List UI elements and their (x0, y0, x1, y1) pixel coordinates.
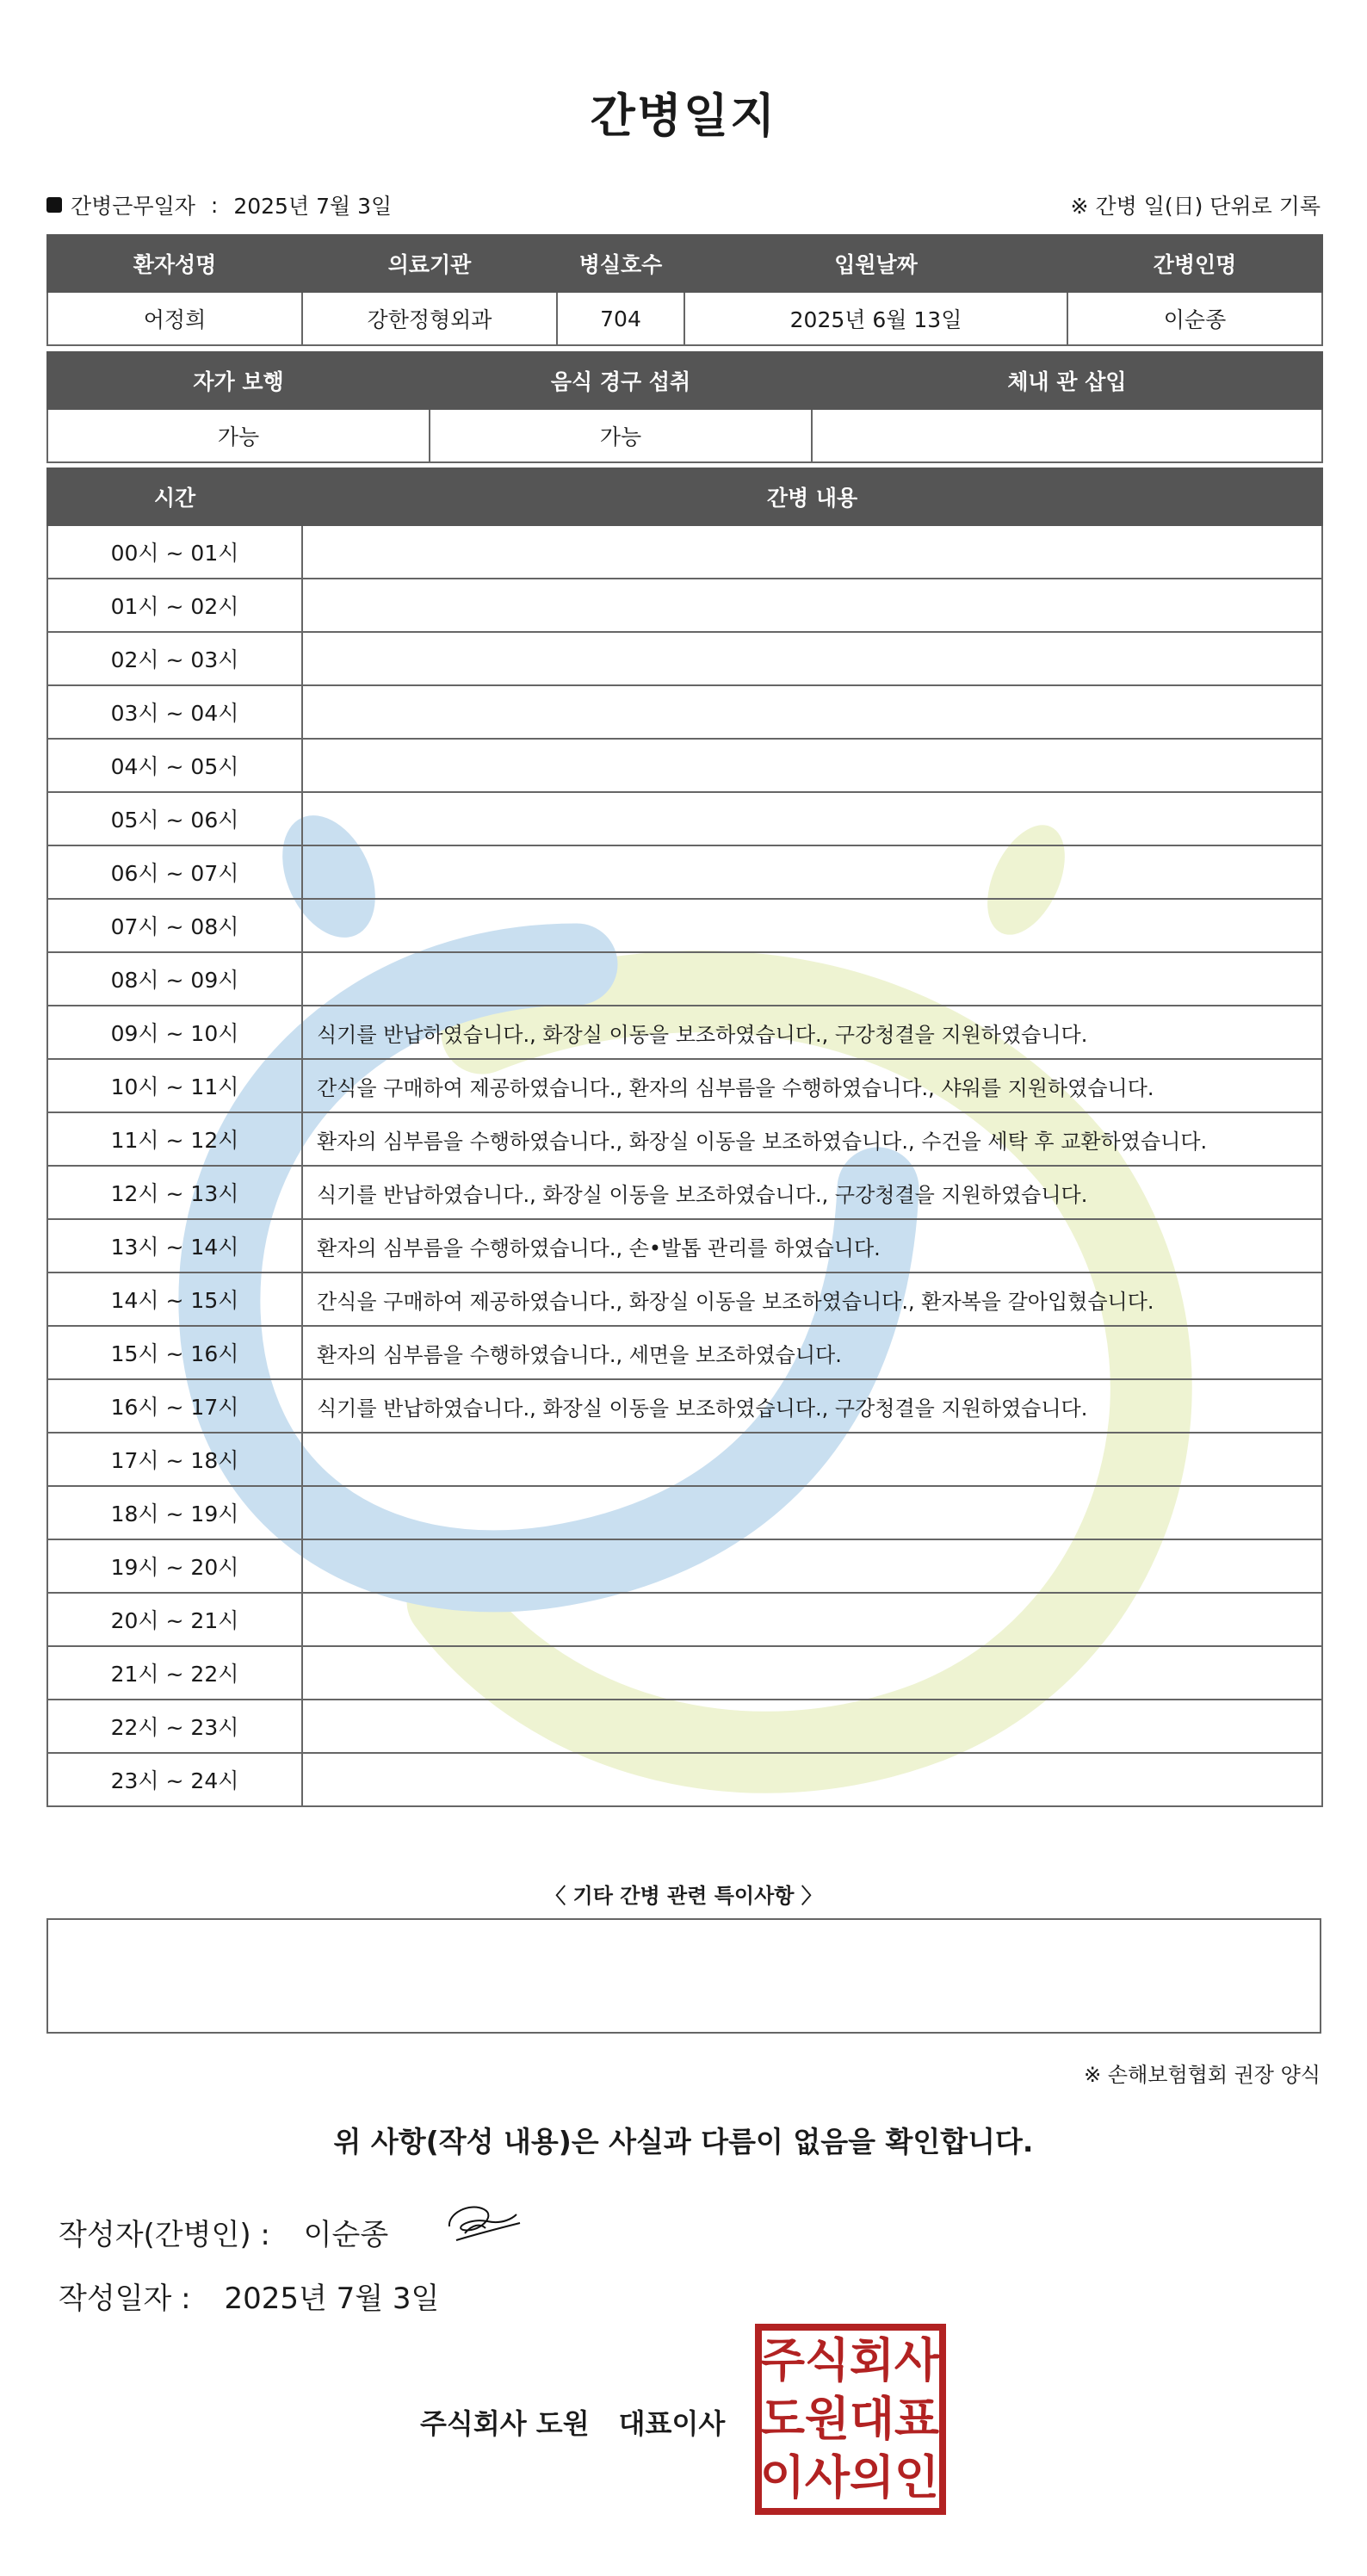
bullet-icon (46, 197, 62, 213)
meta-row (46, 189, 1321, 224)
patient-value-row (47, 292, 1322, 345)
log-content (302, 1539, 1322, 1593)
log-time: 07시 ~ 08시 (47, 899, 302, 952)
room-number: 704 (557, 292, 684, 345)
log-row (47, 1539, 1322, 1593)
log-content: 간식을 구매하여 제공하였습니다., 환자의 심부름을 수행하였습니다., 샤워를 지원하였습니다. (302, 1059, 1322, 1112)
log-row (47, 952, 1322, 1006)
caregiver-name: 이순종 (1067, 292, 1322, 345)
log-row (47, 1059, 1322, 1112)
log-row (47, 1593, 1322, 1646)
log-row (47, 525, 1322, 579)
special-notes-box (46, 1918, 1321, 2034)
log-time: 20시 ~ 21시 (47, 1593, 302, 1646)
seal-character: 사 (894, 2333, 940, 2387)
log-time: 00시 ~ 01시 (47, 525, 302, 579)
confirmation-statement: 위 사항(작성 내용)은 사실과 다름이 없음을 확인합니다. (333, 2125, 1034, 2158)
status-header-row (47, 352, 1322, 409)
log-row (47, 1753, 1322, 1806)
log-body (47, 525, 1322, 1806)
log-content (302, 632, 1322, 685)
log-content: 환자의 심부름을 수행하였습니다., 손•발톱 관리를 하였습니다. (302, 1219, 1322, 1273)
log-time: 21시 ~ 22시 (47, 1646, 302, 1700)
header-hospital: 의료기관 (302, 235, 557, 292)
log-time: 02시 ~ 03시 (47, 632, 302, 685)
log-row (47, 1433, 1322, 1486)
log-content (302, 1433, 1322, 1486)
log-time: 01시 ~ 02시 (47, 579, 302, 632)
log-content: 식기를 반납하였습니다., 화장실 이동을 보조하였습니다., 구강청결을 지원하였습니다. (302, 1006, 1322, 1059)
seal-character: 원 (804, 2392, 851, 2446)
header-time: 시간 (47, 468, 302, 525)
header-care-content: 간병 내용 (302, 468, 1322, 525)
log-time: 05시 ~ 06시 (47, 792, 302, 845)
hospital-name: 강한정형외과 (302, 292, 557, 345)
header-oral-intake: 음식 경구 섭취 (430, 352, 812, 409)
writer-label: 작성자(간병인) : (59, 2218, 270, 2252)
log-row (47, 1006, 1322, 1059)
log-time: 23시 ~ 24시 (47, 1753, 302, 1806)
patient-name: 어정희 (47, 292, 302, 345)
log-time: 08시 ~ 09시 (47, 952, 302, 1006)
work-date-value: 2025년 7월 3일 (233, 194, 393, 219)
seal-character: 도 (759, 2392, 806, 2446)
seal-character: 사 (804, 2450, 851, 2505)
header-room: 병실호수 (557, 235, 684, 292)
log-row (47, 1379, 1322, 1433)
header-tube-insertion: 체내 관 삽입 (812, 352, 1322, 409)
log-content: 식기를 반납하였습니다., 화장실 이동을 보조하였습니다., 구강청결을 지원하였습니다. (302, 1166, 1322, 1219)
written-date-label: 작성일자 : (59, 2282, 191, 2316)
log-row (47, 1112, 1322, 1166)
seal-character: 의 (849, 2450, 895, 2505)
self-walking-value: 가능 (47, 409, 430, 462)
log-content (302, 792, 1322, 845)
header-caregiver-name: 간병인명 (1067, 235, 1322, 292)
log-content (302, 579, 1322, 632)
log-time: 16시 ~ 17시 (47, 1379, 302, 1433)
log-header-row (47, 468, 1322, 525)
log-content (302, 1486, 1322, 1539)
log-content: 환자의 심부름을 수행하였습니다., 세면을 보조하였습니다. (302, 1326, 1322, 1379)
log-content (302, 1646, 1322, 1700)
log-content (302, 685, 1322, 739)
company-seal (754, 2323, 947, 2516)
company-name: 주식회사 도원 (420, 2407, 590, 2440)
log-content (302, 899, 1322, 952)
log-time: 19시 ~ 20시 (47, 1539, 302, 1593)
log-time: 04시 ~ 05시 (47, 739, 302, 792)
seal-character: 대 (849, 2392, 895, 2446)
log-row (47, 1219, 1322, 1273)
company-title: 대표이사 (618, 2407, 726, 2440)
log-time: 10시 ~ 11시 (47, 1059, 302, 1112)
log-row (47, 632, 1322, 685)
log-content (302, 1753, 1322, 1806)
log-row (47, 1646, 1322, 1700)
seal-character: 식 (804, 2333, 851, 2387)
log-time: 12시 ~ 13시 (47, 1166, 302, 1219)
log-time: 22시 ~ 23시 (47, 1700, 302, 1753)
log-content (302, 845, 1322, 899)
writer-name: 이순종 (303, 2218, 389, 2252)
header-patient-name: 환자성명 (47, 235, 302, 292)
special-notes-title: 〈 기타 간병 관련 특이사항 〉 (545, 1884, 822, 1908)
status-value-row (47, 409, 1322, 462)
seal-character: 이 (759, 2450, 806, 2505)
log-time: 11시 ~ 12시 (47, 1112, 302, 1166)
log-row (47, 1166, 1322, 1219)
log-row (47, 1486, 1322, 1539)
log-row (47, 579, 1322, 632)
status-table (46, 351, 1323, 463)
association-note: ※ 손해보험협회 권장 양식 (1084, 2063, 1321, 2087)
header-self-walking: 자가 보행 (47, 352, 430, 409)
patient-table (46, 234, 1323, 346)
log-content (302, 1700, 1322, 1753)
signature (430, 2192, 525, 2252)
oral-intake-value: 가능 (430, 409, 812, 462)
log-time: 06시 ~ 07시 (47, 845, 302, 899)
document-title: 간병일지 (590, 89, 777, 143)
log-content: 식기를 반납하였습니다., 화장실 이동을 보조하였습니다., 구강청결을 지원하였습니다. (302, 1379, 1322, 1433)
log-content (302, 1593, 1322, 1646)
log-content (302, 952, 1322, 1006)
seal-character: 회 (849, 2333, 895, 2387)
log-row (47, 1700, 1322, 1753)
log-time: 14시 ~ 15시 (47, 1273, 302, 1326)
seal-character: 인 (894, 2450, 940, 2505)
company-line (420, 2402, 725, 2442)
log-row (47, 845, 1322, 899)
log-time: 18시 ~ 19시 (47, 1486, 302, 1539)
log-content: 환자의 심부름을 수행하였습니다., 화장실 이동을 보조하였습니다., 수건을 세탁 후 교환하였습니다. (302, 1112, 1322, 1166)
log-time: 17시 ~ 18시 (47, 1433, 302, 1486)
work-date (46, 189, 392, 220)
header-admission-date: 입원날짜 (684, 235, 1067, 292)
writer-line (59, 2211, 388, 2253)
admission-date: 2025년 6월 13일 (684, 292, 1067, 345)
seal-character: 주 (759, 2333, 806, 2387)
log-row (47, 792, 1322, 845)
log-content (302, 525, 1322, 579)
log-row (47, 739, 1322, 792)
written-date-value: 2025년 7월 3일 (224, 2282, 440, 2316)
log-content: 간식을 구매하여 제공하였습니다., 화장실 이동을 보조하였습니다., 환자복을 갈아입혔습니다. (302, 1273, 1322, 1326)
tube-insertion-value (812, 409, 1322, 462)
unit-note: ※ 간병 일(日) 단위로 기록 (1070, 194, 1321, 219)
patient-header-row (47, 235, 1322, 292)
work-date-label: 간병근무일자 (71, 194, 195, 219)
written-date-line (59, 2275, 439, 2317)
log-row (47, 1326, 1322, 1379)
log-time: 15시 ~ 16시 (47, 1326, 302, 1379)
work-date-separator: : (210, 192, 219, 218)
log-content (302, 739, 1322, 792)
log-row (47, 1273, 1322, 1326)
log-time: 03시 ~ 04시 (47, 685, 302, 739)
log-row (47, 899, 1322, 952)
care-log-table (46, 468, 1323, 1807)
seal-character: 표 (894, 2392, 940, 2446)
log-time: 09시 ~ 10시 (47, 1006, 302, 1059)
log-time: 13시 ~ 14시 (47, 1219, 302, 1273)
log-row (47, 685, 1322, 739)
